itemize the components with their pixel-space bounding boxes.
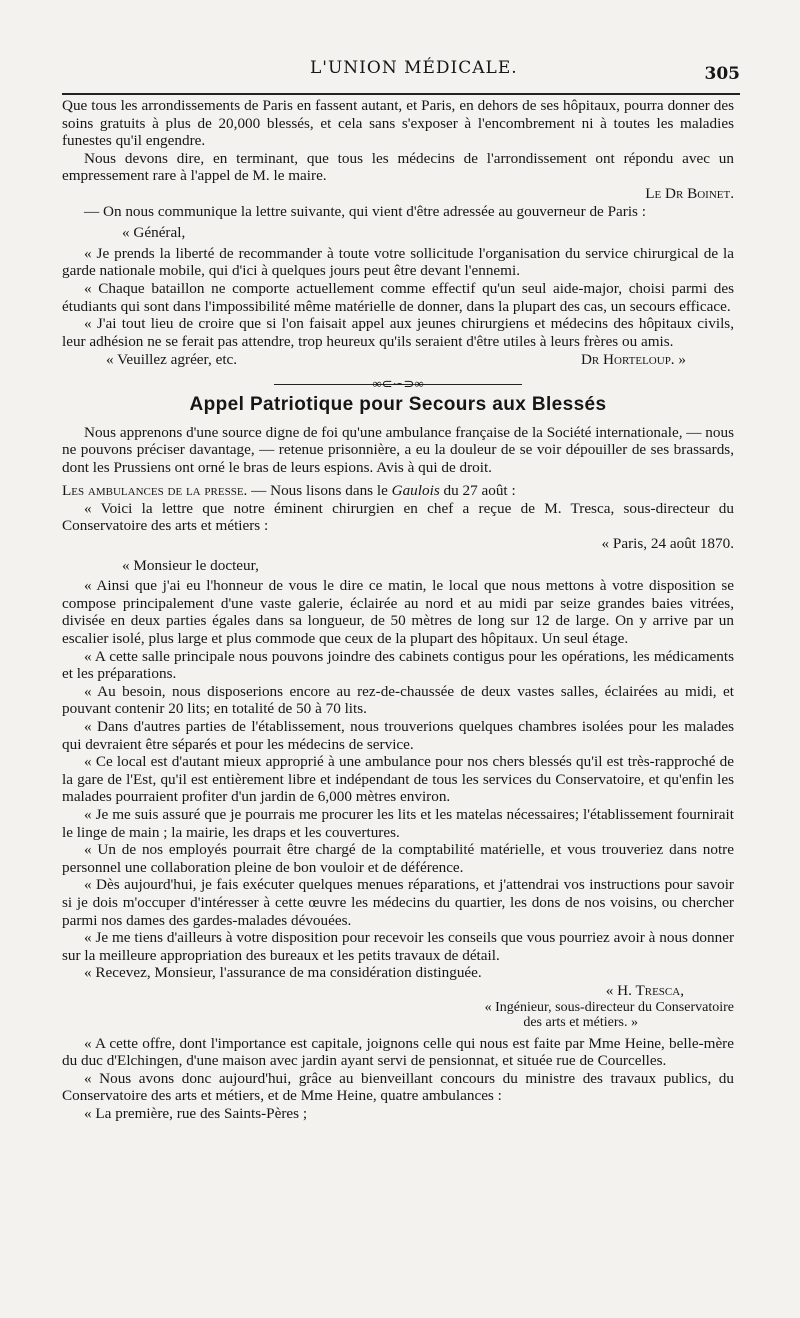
header-rule	[62, 93, 740, 95]
paragraph: — On nous communique la lettre suivante, qui vient d'être adressée au gouverneur de Paris :	[84, 202, 646, 220]
paragraph: « J'ai tout lieu de croire que si l'on faisait appel aux jeunes chirurgiens et médecins des hôpitaux civils, leur adhésion ne se ferait pas attendre, trop heureux qu'ils seraient d'être utiles à leurs frères ou amis.	[62, 315, 734, 350]
signature-boinet: Le Dr Boinet.	[645, 184, 734, 202]
paragraph: « A cette offre, dont l'importance est capitale, joignons celle qui nous est faite par Mme Heine, belle-mère du duc d'Elchingen, d'une maison avec jardin ayant servi de pensionnat, et située rue de Courcelles.	[62, 1034, 734, 1070]
paragraph: « Voici la lettre que notre éminent chirurgien en chef a reçue de M. Tresca, sous-directeur du Conservatoire des arts et métiers :	[62, 499, 734, 535]
article-body	[62, 97, 734, 1122]
section-divider	[62, 377, 734, 392]
paragraph: « Je me suis assuré que je pourrais me procurer les lits et les matelas nécessaires; l'établissement fournirait le linge de main ; la mairie, les draps et les couvertures.	[62, 805, 734, 841]
paragraph: Nous devons dire, en terminant, que tous les médecins de l'arrondissement ont répondu avec un empressement rare à l'appel de M. le maire.	[62, 149, 734, 185]
paragraph: « Recevez, Monsieur, l'assurance de ma considération distinguée.	[84, 964, 482, 982]
salutation: « Monsieur le docteur,	[122, 556, 259, 574]
runin-heading: Les ambulances de la presse.	[62, 482, 248, 500]
closing-text: « Veuillez agréer, etc.	[106, 351, 238, 369]
text-span: du 27 août :	[439, 482, 516, 500]
paragraph: « Chaque bataillon ne comporte actuellement comme effectif qu'un seul aide-major, choisi parmi des étudiants qui sont dans l'impossibilité même matérielle de donner, dans la plupart des cas, un secours efficace.	[62, 279, 734, 315]
signature-horteloup: Dr Horteloup. »	[580, 351, 686, 369]
paragraph: « Nous avons donc aujourd'hui, grâce au bienveillant concours du ministre des travaux publics, du Conservatoire des arts et métiers, et de Mme Heine, quatre ambulances :	[62, 1069, 734, 1105]
paragraph: « La première, rue des Saints-Pères ;	[84, 1104, 308, 1122]
running-title: L'UNION MÉDICALE.	[310, 58, 518, 78]
section-title: Appel Patriotique pour Secours aux Blessés	[189, 393, 607, 415]
text-span: — Nous lisons dans le	[247, 482, 392, 500]
closing-line	[62, 351, 734, 369]
signatory-name: « H. Tresca,	[605, 981, 684, 999]
signature-tresca	[62, 982, 734, 1030]
salutation: « Général,	[122, 224, 186, 242]
paragraph: « Dans d'autres parties de l'établissement, nous trouverions quelques chambres isolées pour les malades qui devraient être séparés et pour les médecins de service.	[62, 718, 734, 753]
ornament-icon: ∞⊂∽⊃∞	[372, 375, 424, 391]
signatory-title-cont: des arts et métiers. »	[523, 1014, 638, 1030]
page-header	[62, 58, 744, 92]
signatory-title: « Ingénieur, sous-directeur du Conservatoire	[484, 999, 734, 1015]
paragraph: « Dès aujourd'hui, je fais exécuter quelques menues réparations, et j'attendrai vos instructions pour savoir si je dois m'occuper d'intéresser à cette œuvre les médecins du quartier, les dons de nos voisins, ou chercher parmi nos dames des gardes-malades dévouées.	[62, 876, 734, 929]
paragraph: « Je prends la liberté de recommander à toute votre sollicitude l'organisation du service chirurgical de la garde nationale mobile, qui d'ici à quelques jours peut être devant l'ennemi.	[62, 244, 734, 280]
paragraph: « Au besoin, nous disposerions encore au rez-de-chaussée de deux vastes salles, éclairées au midi, et pouvant contenir 20 lits; en totalité de 50 à 70 lits.	[62, 682, 734, 718]
dateline: « Paris, 24 août 1870.	[601, 535, 734, 553]
page-number: 305	[704, 64, 740, 84]
paragraph: « Je me tiens d'ailleurs à votre disposition pour recevoir les conseils que vous pourriez avoir à nous donner sur la meilleure appropriation des bureaux et les petits travaux de détail.	[62, 929, 734, 964]
paragraph: Nous apprenons d'une source digne de foi qu'une ambulance française de la Société internationale, — nous ne pouvons préciser davantage, — retenue prisonnière, a eu la douleur de se voir dépouiller de ses brassards, dont les Prussiens ont orné le bras de leurs espions. Avis à qui de droit.	[62, 423, 734, 476]
paragraph: « Ainsi que j'ai eu l'honneur de vous le dire ce matin, le local que nous mettons à votre disposition se compose principalement d'une vaste galerie, éclairée au nord et au midi par seize grandes baies vitrées, divisée en deux parties égales dans sa longueur, de 50 mètres de long sur 12 de large. On y arrive par un escalier isolé, plus large et plus commode que ceux de la plupart des hôpitaux. Un seul étage.	[62, 577, 734, 648]
paragraph: Que tous les arrondissements de Paris en fassent autant, et Paris, en dehors de ses hôpitaux, pourra donner des soins gratuits à plus de 20,000 blessés, et cela sans s'exposer à l'encombrement ni à toutes les maladies funestes qu'il engendre.	[62, 97, 734, 150]
paragraph-press	[62, 482, 734, 500]
paragraph: « Ce local est d'autant mieux approprié à une ambulance pour nos chers blessés qu'il est très-rapproché de la gare de l'Est, qu'il est entièrement libre et indépendant de tous les services du Conservatoire, et qu'enfin les malades pourraient profiter d'un jardin de 6,000 mètres environ.	[62, 753, 734, 806]
newspaper-name: Gaulois	[391, 482, 440, 500]
paragraph: « A cette salle principale nous pouvons joindre des cabinets contigus pour les opérations, les médicaments et les préparations.	[62, 647, 734, 683]
paragraph: « Un de nos employés pourrait être chargé de la comptabilité matérielle, et vous trouveriez dans notre personnel une collaboration pleine de bon vouloir et de déférence.	[62, 841, 734, 876]
